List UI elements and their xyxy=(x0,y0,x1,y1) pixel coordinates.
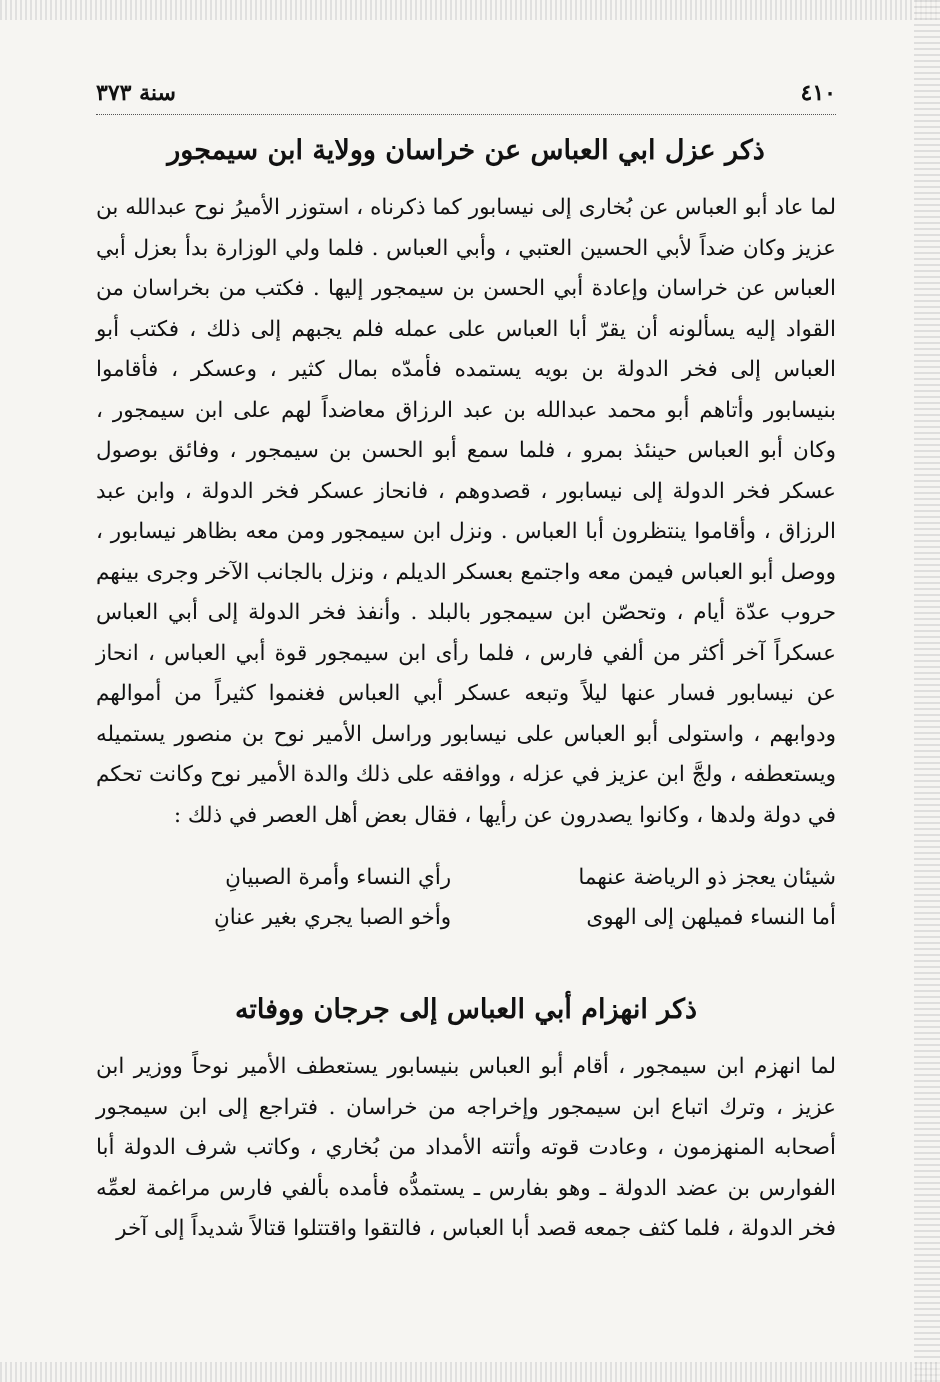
decorative-border-top xyxy=(0,0,940,20)
section-body: لما انهزم ابن سيمجور ، أقام أبو العباس بنيسابور يستعطف الأمير نوحاً ووزير ابن عزيز ، وترك اتباع ابن سيمجور وإخراجه من خراسان . فتراجع إلى ابن سيمجور أصحابه المنهزمون ، وعادت قوته وأتته الأمداد من بُخاري ، وكاتب شرف الدولة أبا الفوارس بن عضد الدولة ـ وهو بفارس ـ يستمدُّه فأمده بألفي فارس مراغمة لعمِّه فخر الدولة ، فلما كثف جمعه قصد أبا العباس ، فالتقوا واقتتلوا قتالاً شديداً إلى آخر xyxy=(96,1054,836,1241)
poem xyxy=(96,858,836,938)
verse-first-half: أما النساء فميلهن إلى الهوى xyxy=(586,905,836,930)
verse-first-half: شيئان يعجز ذو الرياضة عنهما xyxy=(578,865,836,890)
section-title: ذكر انهزام أبي العباس إلى جرجان ووفاته xyxy=(234,994,698,1025)
poem-verse xyxy=(96,858,836,898)
verse-second-half: رأي النساء وأمرة الصبيانِ xyxy=(225,865,452,890)
decorative-border-right xyxy=(914,0,940,1382)
decorative-border-bottom xyxy=(0,1362,940,1382)
page-header xyxy=(96,80,836,115)
section-body: لما عاد أبو العباس عن بُخارى إلى نيسابور كما ذكرناه ، استوزر الأميرُ نوح عبدالله بن عزيز وكان ضداً لأبي الحسين العتبي ، وأبي العباس . فلما ولي الوزارة بدأ بعزل أبي العباس عن خراسان وإعادة أبي الحسن بن سيمجور إليها . فكتب من بخراسان من القواد إليه يسألونه أن يقرّ أبا العباس على عمله فلم يجبهم إلى ذلك ، فكتب أبو العباس إلى فخر الدولة بن بويه يستمده فأمدّه بمال كثير ، وعسكر ، فأقاموا بنيسابور وأتاهم أبو محمد عبدالله بن عبد الرزاق معاضداً لهم على ابن سيمجور ، وكان أبو العباس حينئذ بمرو ، فلما سمع أبو الحسن بن سيمجور ، وفائق بوصول عسكر فخر الدولة إلى نيسابور ، قصدوهم ، فانحاز عسكر فخر الدولة ، وابن عبد الرزاق ، وأقاموا ينتظرون أبا العباس . ونزل ابن سيمجور ومن معه بظاهر نيسابور ، ووصل أبو العباس فيمن معه واجتمع بعسكر الديلم ، ونزل بالجانب الآخر وجرى بينهم حروب عدّة أيام ، وتحصّن ابن سيمجور بالبلد . وأنفذ فخر الدولة إلى أبي العباس عسكراً آخر أكثر من ألفي فارس ، فلما رأى ابن سيمجور قوة أبي العباس ، انحاز عن نيسابور فسار عنها ليلاً وتبعه عسكر أبي العباس فغنموا كثيراً من أموالهم ودوابهم ، واستولى أبو العباس على نيسابور وراسل الأمير نوح بن منصور يستميله ويستعطفه ، ولجَّ ابن عزيز في عزله ، ووافقه على ذلك والدة الأمير نوح وكانت تحكم في دولة ولدها ، وكانوا يصدرون عن رأيها ، فقال بعض أهل العصر في ذلك : xyxy=(96,195,836,828)
book-page xyxy=(96,80,836,1250)
verse-second-half: وأخو الصبا يجري بغير عنانِ xyxy=(213,905,452,930)
poem-verse xyxy=(96,898,836,938)
section-title: ذكر عزل ابي العباس عن خراسان وولاية ابن سيمجور xyxy=(167,135,765,166)
year-label: سنة ٣٧٣ xyxy=(96,80,176,106)
page-number: ٤١٠ xyxy=(800,80,836,106)
